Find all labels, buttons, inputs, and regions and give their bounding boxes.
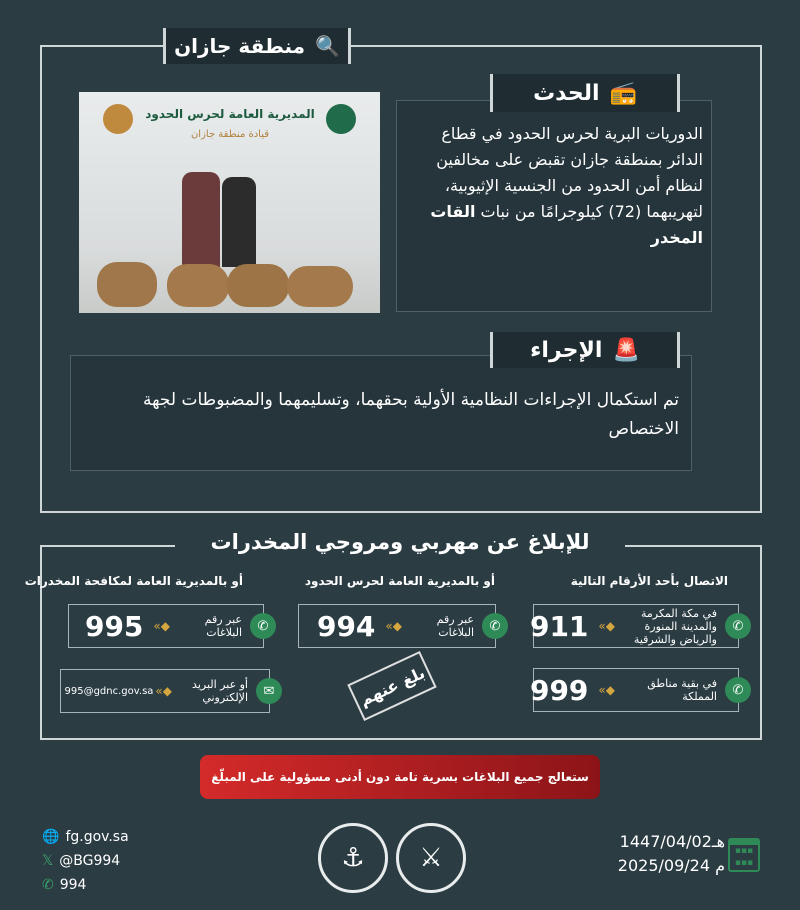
phone-icon: ✆ (42, 877, 54, 893)
sign-title: المديرية العامة لحرس الحدود (145, 107, 315, 121)
logo-emblem-icon (103, 104, 133, 134)
confidentiality-banner: ستعالج جميع البلاغات بسرية تامة دون أدنى مسؤولية على المبلّغ (200, 755, 600, 799)
hotline-label: في مكة المكرمة والمدينة المنورة والرياض والشرقية (633, 606, 717, 646)
hotline-number: 999 (529, 673, 589, 707)
hotline-number: 995 (84, 609, 144, 643)
date-block (618, 830, 725, 878)
arrow-icon: ◆» (598, 619, 615, 633)
hotline-label: عبر رقم البلاغات (436, 613, 474, 639)
email-report[interactable] (60, 669, 275, 713)
phone-text[interactable]: 994 (59, 877, 87, 893)
hotline-994[interactable] (298, 604, 501, 648)
x-logo-icon: 𝕏 (42, 853, 54, 869)
phone-link[interactable] (42, 873, 129, 897)
action-text: تم استكمال الإجراءات النظامية الأولية بحقهما، وتسليمهما والمضبوطات لجهة الاختصاص (142, 390, 679, 439)
hijri-date: 1447/04/02هـ (619, 832, 725, 851)
action-box (70, 355, 692, 471)
col3-header: أو بالمديرية العامة لمكافحة المخدرات (24, 574, 243, 588)
event-tab (490, 74, 680, 112)
report-title: للإبلاغ عن مهربي ومروجي المخدرات (175, 530, 625, 562)
hotline-999[interactable] (529, 668, 744, 712)
saudi-emblem-icon (326, 104, 356, 134)
sack (167, 264, 229, 307)
sack (227, 264, 289, 307)
footer-contacts (42, 825, 129, 897)
region-title: منطقة جازان (174, 34, 305, 58)
email-address: 995@gdnc.gov.sa (64, 685, 154, 697)
col2-header: أو بالمديرية العامة لحرس الحدود (304, 574, 495, 588)
hotline-911[interactable] (529, 604, 744, 648)
gregorian-date: 2025/09/24 م (617, 856, 725, 875)
search-location-icon: 🔍 (315, 34, 340, 58)
seizure-photo (79, 92, 380, 313)
x-link[interactable] (42, 849, 129, 873)
walkie-talkie-icon: 📻 (609, 80, 637, 106)
arrow-icon: ◆» (385, 619, 402, 633)
phone-icon: ✆ (725, 677, 751, 703)
border-guard-emblem-icon: ⚓ (318, 823, 388, 893)
col1-header: الاتصال بأحد الأرقام التالية (570, 574, 728, 588)
person-figure (222, 177, 256, 267)
hotline-995[interactable] (68, 604, 269, 648)
person-figure (182, 172, 220, 267)
arrow-icon: ◆» (153, 619, 170, 633)
phone-icon: ✆ (250, 613, 276, 639)
sack (287, 266, 353, 307)
event-box (396, 100, 712, 312)
phone-icon: ✆ (725, 613, 751, 639)
hotline-label: عبر رقم البلاغات (204, 613, 242, 639)
action-title: الإجراء (530, 337, 603, 363)
event-text: الدوريات البرية لحرس الحدود في قطاع الدائر بمنطقة جازان تقبض على مخالفين لنظام أمن الحدود من الجنسية الإثيوبية، لتهريبهما (72) كيلوجرامًا من نبات القات المخدر (430, 124, 703, 247)
event-title: الحدث (533, 80, 600, 106)
website-link[interactable] (42, 825, 129, 849)
arrow-icon: ◆» (598, 683, 615, 697)
website-text[interactable]: fg.gov.sa (65, 829, 129, 845)
arrow-icon: ◆» (155, 684, 172, 698)
hotline-number: 994 (316, 609, 376, 643)
email-label: أو عبر البريد الإلكتروني (192, 678, 248, 704)
mail-icon: ✉ (256, 678, 282, 704)
siren-icon: 🚨 (612, 337, 640, 363)
globe-icon: 🌐 (42, 829, 60, 845)
hotline-number: 911 (529, 609, 589, 643)
action-tab (490, 332, 680, 368)
hotline-label: في بقية مناطق المملكة (647, 677, 717, 703)
phone-icon: ✆ (482, 613, 508, 639)
region-tab (163, 28, 351, 64)
calendar-icon: ▪▪▪ ▪▪▪ (728, 838, 760, 872)
report-stamp: بلغ عنهم (347, 651, 436, 721)
sign-subtitle: قيادة منطقة جازان (190, 129, 270, 140)
x-handle[interactable]: @BG994 (59, 853, 121, 869)
sack (97, 262, 157, 307)
saudi-emblem-icon: ⚔ (396, 823, 466, 893)
